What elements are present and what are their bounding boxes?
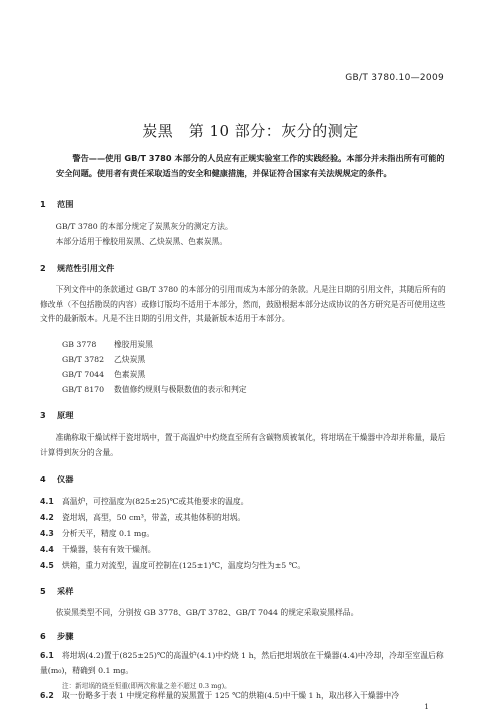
section-heading-principle: [40, 410, 73, 421]
scope-paragraph-2: 本部分适用于橡胶用炭黑、乙炔炭黑、色素炭黑。: [55, 237, 228, 246]
reference-code: GB/T 8170: [62, 385, 105, 394]
section-heading-apparatus: [40, 474, 73, 485]
procedure-note: 注：新坩埚的烧至恒重(即两次称量之差不超过 0.3 mg)。: [62, 682, 231, 690]
reference-item: [62, 369, 145, 380]
sampling-paragraph: 依炭黑类型不同，分别按 GB 3778、GB/T 3782、GB/T 7044 的规定采取炭黑样品。: [55, 608, 359, 617]
item-text: 瓷坩埚，高型，50 cm³，带盖，或其他体积的坩埚。: [62, 513, 246, 522]
section-number: 4: [40, 474, 46, 484]
standard-number: GB/T 3780.10—2009: [345, 73, 444, 83]
reference-code: GB/T 3782: [62, 355, 105, 364]
procedure-step: [40, 649, 446, 678]
item-text: 分析天平，精度 0.1 mg。: [62, 529, 155, 538]
section-number: 5: [40, 586, 46, 596]
reference-title: 色素炭黑: [114, 370, 146, 379]
section-number: 6: [40, 631, 46, 641]
step-text: 取一份略多于表 1 中规定称样量的炭黑置于 125 ℃的烘箱(4.5)中干燥 1 h，取出移入干燥器中冷: [62, 691, 399, 700]
warning-paragraph: 警告——使用 GB/T 3780 本部分的人员应有正规实验室工作的实践经验。本部分并未指出所有可能的安全问题。使用者有责任采取适当的安全和健康措施，并保证符合国家有关法规规定的条件。: [56, 153, 445, 178]
reference-item: [62, 354, 145, 365]
step-text: 将坩埚(4.2)置于(825±25)℃的高温炉(4.1)中灼烧 1 h，然后把坩埚放在干燥器(4.4)中冷却，冷却至室温后称量(m₀)，精确到 0.1 mg。: [40, 651, 444, 675]
section-title: 仪器: [57, 474, 74, 484]
reference-title: 乙炔炭黑: [114, 355, 146, 364]
section-title: 采样: [57, 586, 74, 596]
section-heading-scope: [40, 199, 73, 210]
step-number: 6.1: [40, 651, 54, 660]
section-heading-sampling: [40, 586, 73, 597]
item-number: 4.5: [40, 561, 54, 570]
apparatus-item: [40, 512, 245, 523]
section-number: 2: [40, 263, 46, 273]
document-title: 炭黑 第 10 部分：灰分的测定: [142, 122, 359, 140]
item-number: 4.1: [40, 497, 54, 506]
section-heading-references: [40, 263, 114, 274]
item-text: 高温炉，可控温度为(825±25)℃或其他要求的温度。: [62, 497, 249, 506]
reference-item: [62, 384, 247, 395]
section-title: 范围: [57, 199, 74, 209]
section-title: 原理: [57, 410, 74, 420]
item-text: 烘箱，重力对流型，温度可控制在(125±1)℃，温度均匀性为±5 ℃。: [62, 561, 306, 570]
reference-title: 数值修约规则与极限数值的表示和判定: [114, 385, 247, 394]
reference-code: GB 3778: [62, 340, 97, 349]
reference-code: GB/T 7044: [62, 370, 105, 379]
scope-paragraph-1: GB/T 3780 的本部分规定了炭黑灰分的测定方法。: [55, 222, 233, 231]
reference-title: 橡胶用炭黑: [114, 340, 153, 349]
section-heading-procedure: [40, 631, 73, 642]
procedure-step: [40, 689, 446, 704]
step-number: 6.2: [40, 691, 54, 700]
section-title: 规范性引用文件: [57, 263, 115, 273]
item-number: 4.2: [40, 513, 54, 522]
references-intro: 下列文件中的条款通过 GB/T 3780 的本部分的引用而成为本部分的条款。凡是注日期的引用文件，其随后所有的修改单（不包括勘误的内容）或修订版均不适用于本部分，然而，鼓励根据本部分达成协议的各方研究是否可使用这些文件的最新版本。凡是不注日期的引用文件，其最新版本适用于本部分。: [40, 285, 446, 323]
apparatus-item: [40, 560, 305, 571]
item-number: 4.4: [40, 545, 54, 554]
apparatus-item: [40, 528, 154, 539]
reference-item: [62, 339, 153, 350]
apparatus-item: [40, 496, 248, 507]
section-title: 步骤: [57, 631, 74, 641]
section-number: 1: [40, 199, 46, 209]
apparatus-item: [40, 544, 156, 555]
page-number: 1: [424, 702, 429, 711]
section-number: 3: [40, 410, 46, 420]
principle-paragraph: 准确称取干燥试样于瓷坩埚中，置于高温炉中灼烧直至所有含碳物质被氧化，将坩埚在干燥器中冷却并称量，最后计算得到灰分的含量。: [40, 433, 446, 457]
item-number: 4.3: [40, 529, 54, 538]
item-text: 干燥器，装有有效干燥剂。: [62, 545, 156, 554]
